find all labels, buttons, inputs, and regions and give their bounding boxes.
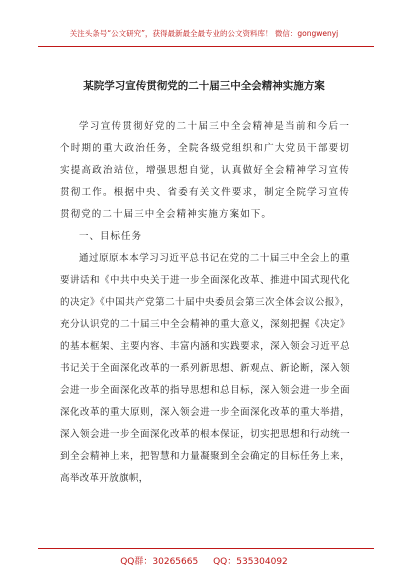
header-divider	[38, 46, 374, 47]
footer-divider	[38, 548, 374, 549]
document-body	[60, 116, 350, 490]
section-heading: 一、目标任务	[79, 231, 143, 242]
section-paragraph: 通过原原本本学习习近平总书记在党的二十届三中全会上的重要讲话和《中共中央关于进一步全面深化改革、推进中国式现代化的决定》《中国共产党第二十届中央委员会第三次全体会议公报》，充分认识党的二十届三中全会精神的重大意义，深刻把握《决定》的基本框架、主要内容、丰富内涵和实践要求，深入领会习近平总书记关于全面深化改革的一系列新思想、新观点、新论断，深入领会进一步全面深化改革的指导思想和总目标，深入领会进一步全面深化改革的重大原则，深入领会进一步全面深化改革的重大举措，深入领会进一步全面深化改革的根本保证，切实把思想和行动统一到全会精神上来，把智慧和力量凝聚到全会确定的目标任务上来，高举改革开放旗帜，	[60, 253, 350, 484]
qq-group-text: QQ群：30265665	[120, 557, 199, 567]
intro-paragraph: 学习宣传贯彻好党的二十届三中全会精神是当前和今后一个时期的重大政治任务，全院各级党组织和广大党员干部要切实提高政治站位，增强思想自觉，认真做好全会精神学习宣传贯彻工作。根据中央、省委有关文件要求，制定全院学习宣传贯彻党的二十届三中全会精神实施方案如下。	[60, 121, 350, 220]
footer-contact	[0, 554, 408, 567]
promo-banner: 关注头条号“公文研究”，获得最新最全最专业的公文资料库！ 微信：gongwenyj	[69, 29, 339, 38]
qq-text: QQ：535304092	[213, 557, 288, 567]
document-title: 某院学习宣传贯彻党的二十届三中全会精神实施方案	[83, 80, 325, 92]
